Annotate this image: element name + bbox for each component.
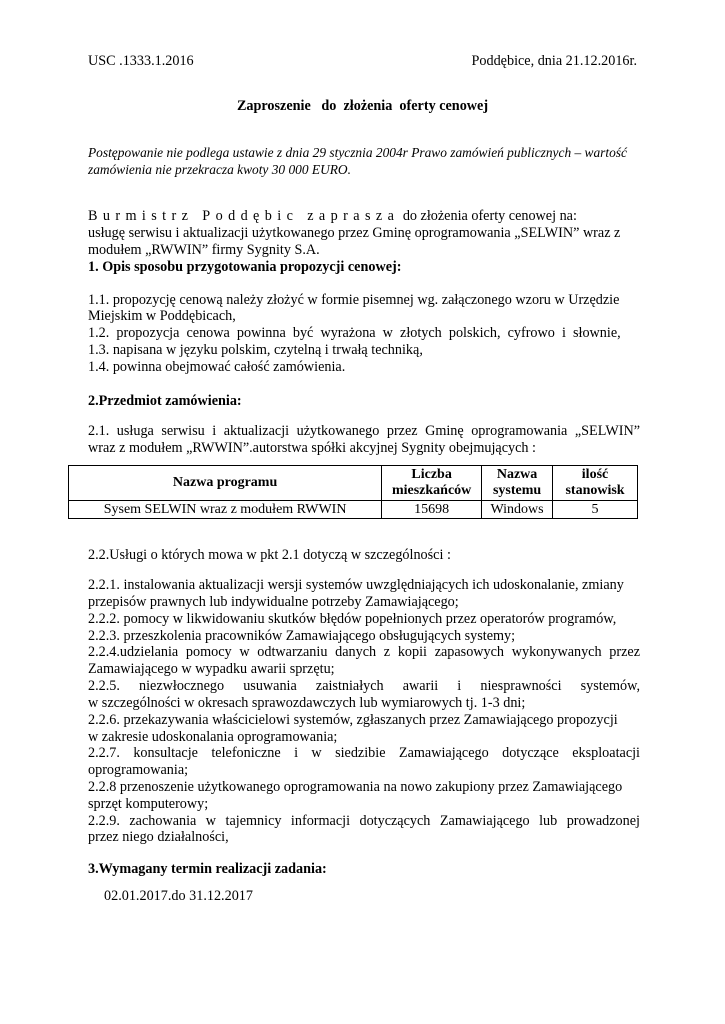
reference-number: USC .1333.1.2016	[88, 53, 194, 69]
list-item: w szczególności w okresach sprawozdawczych lub wymiarowych tj. 1-3 dni;	[88, 695, 526, 711]
item-1-2: 1.2. propozycja cenowa powinna być wyrażona w złotych polskich, cyfrowo i słownie,	[88, 325, 621, 341]
list-item: 2.2.7. konsultacje telefoniczne i w siedzibie Zamawiającego dotyczące eksploatacji	[88, 745, 640, 761]
list-item: 2.2.8 przenoszenie użytkowanego oprogramowania na nowo zakupiony przez Zamawiającego	[88, 779, 623, 795]
list-item: 2.2.6. przekazywania właścicielowi systemów, zgłaszanych przez Zamawiającego propozycji	[88, 712, 618, 728]
cell-workstations: 5	[553, 501, 638, 519]
item-1-4: 1.4. powinna obejmować całość zamówienia.	[88, 359, 346, 375]
section-3-heading: 3.Wymagany termin realizacji zadania:	[88, 861, 327, 877]
list-item: przez niego działalności,	[88, 829, 229, 845]
list-item: sprzęt komputerowy;	[88, 796, 209, 812]
intro-spaced-text: Burmistrz Poddębic zaprasza	[88, 208, 400, 224]
intro-line-3: modułem „RWWIN” firmy Sygnity S.A.	[88, 242, 320, 258]
list-item: oprogramowania;	[88, 762, 189, 778]
cell-program-name: Sysem SELWIN wraz z modułem RWWIN	[69, 501, 382, 519]
item-2-1-line-1: 2.1. usługa serwisu i aktualizacji użytkowanego przez Gminę oprogramowania „SELWIN”	[88, 423, 640, 439]
table-header-row	[69, 466, 638, 501]
cell-residents: 15698	[382, 501, 482, 519]
list-item: 2.2.5. niezwłocznego usuwania zaistniałych awarii i niesprawności systemów,	[88, 678, 640, 694]
intro-line-2: usługę serwisu i aktualizacji użytkowanego przez Gminę oprogramowania „SELWIN” wraz z	[88, 225, 621, 241]
place-and-date: Poddębice, dnia 21.12.2016r.	[471, 53, 637, 69]
item-2-1-line-2: wraz z modułem „RWWIN”.autorstwa spółki akcyjnej Sygnity obejmujących :	[88, 440, 536, 456]
document-title: Zaproszenie do złożenia oferty cenowej	[236, 98, 489, 114]
list-item: 2.2.1. instalowania aktualizacji wersji systemów uwzględniających ich udoskonalanie, zmiany	[88, 577, 624, 593]
col-header-residents: Liczba mieszkańców	[382, 466, 482, 501]
item-1-3: 1.3. napisana w języku polskim, czytelną i trwałą techniką,	[88, 342, 423, 358]
item-2-2-intro: 2.2.Usługi o których mowa w pkt 2.1 dotyczą w szczególności :	[88, 547, 451, 563]
list-item: 2.2.9. zachowania w tajemnicy informacji dotyczących Zamawiającego lub prowadzonej	[88, 813, 640, 829]
intro-rest-text: do złożenia oferty cenowej na:	[402, 208, 577, 224]
item-1-1-line-1: 1.1. propozycję cenową należy złożyć w formie pisemnej wg. załączonego wzoru w Urzędzie	[88, 292, 620, 308]
section-1-heading: 1. Opis sposobu przygotowania propozycji cenowej:	[88, 259, 402, 275]
list-item: 2.2.3. przeszkolenia pracowników Zamawiającego obsługujących systemy;	[88, 628, 516, 644]
col-header-program-name: Nazwa programu	[69, 466, 382, 501]
list-item: Zamawiającego w wypadku awarii sprzętu;	[88, 661, 335, 677]
date-range: 02.01.2017.do 31.12.2017	[104, 888, 253, 904]
section-2-heading: 2.Przedmiot zamówienia:	[88, 393, 242, 409]
item-1-1-line-2: Miejskim w Poddębicach,	[88, 308, 236, 324]
col-header-workstations: ilość stanowisk	[553, 466, 638, 501]
intro-line-1	[88, 207, 577, 225]
list-item: w zakresie udoskonalania oprogramowania;	[88, 729, 338, 745]
col-header-system: Nazwa systemu	[482, 466, 553, 501]
list-item: przepisów prawnych lub indywidualne potrzeby Zamawiającego;	[88, 594, 459, 610]
cell-system: Windows	[482, 501, 553, 519]
programs-table	[68, 465, 638, 519]
notice-line-2: zamówienia nie przekracza kwoty 30 000 EURO.	[88, 162, 351, 177]
notice-line-1: Postępowanie nie podlega ustawie z dnia 29 stycznia 2004r Prawo zamówień publicznych – wartość	[88, 145, 627, 160]
list-item: 2.2.2. pomocy w likwidowaniu skutków błędów popełnionych przez operatorów programów,	[88, 611, 617, 627]
list-item: 2.2.4.udzielania pomocy w odtwarzaniu danych z kopii zapasowych wykonywanych przez	[88, 644, 640, 660]
table-row	[69, 501, 638, 519]
